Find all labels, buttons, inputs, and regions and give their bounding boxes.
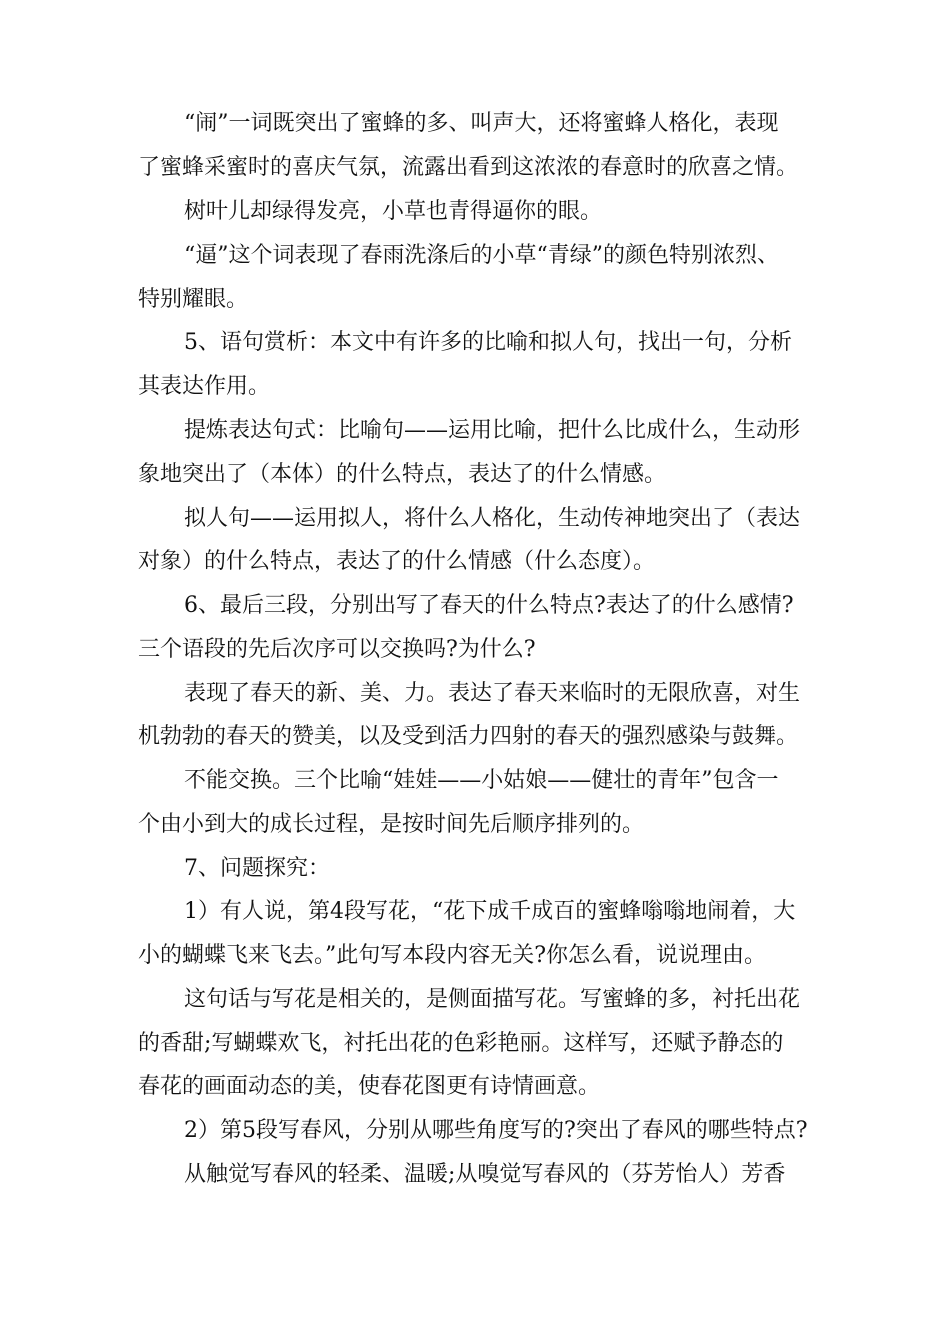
text-line: 6、最后三段，分别出写了春天的什么特点?表达了的什么感情? <box>184 593 794 618</box>
text-line: 特别耀眼。 <box>138 287 249 312</box>
text-line: 1）有人说，第4段写花，“花下成千成百的蜜蜂嗡嗡地闹着，大 <box>184 899 796 924</box>
text-line: 其表达作用。 <box>138 374 271 399</box>
text-line: 个由小到大的成长过程，是按时间先后顺序排列的。 <box>138 812 645 837</box>
text-line: 2）第5段写春风，分别从哪些角度写的?突出了春风的哪些特点? <box>184 1118 808 1143</box>
text-line: 春花的画面动态的美，使春花图更有诗情画意。 <box>138 1074 601 1099</box>
text-line: 不能交换。三个比喻“娃娃——小姑娘——健壮的青年”包含一 <box>184 768 779 793</box>
text-line: 对象）的什么特点，表达了的什么情感（什么态度）。 <box>138 549 656 574</box>
text-line: 小的蝴蝶飞来飞去。”此句写本段内容无关?你怎么看，说说理由。 <box>138 943 767 968</box>
text-line: 象地突出了（本体）的什么特点，表达了的什么情感。 <box>138 462 667 487</box>
text-line: 树叶儿却绿得发亮，小草也青得逼你的眼。 <box>184 199 603 224</box>
text-line: 这句话与写花是相关的，是侧面描写花。写蜜蜂的多，衬托出花 <box>184 987 801 1012</box>
text-line: 机勃勃的春天的赞美，以及受到活力四射的春天的强烈感染与鼓舞。 <box>138 724 799 749</box>
text-line: 三个语段的先后次序可以交换吗?为什么? <box>138 637 536 662</box>
text-line: 从触觉写春风的轻柔、温暖;从嗅觉写春风的（芬芳怡人）芳香 <box>184 1162 786 1187</box>
text-line: 了蜜蜂采蜜时的喜庆气氛，流露出看到这浓浓的春意时的欣喜之情。 <box>138 155 799 180</box>
text-line: “逼”这个词表现了春雨洗涤后的小草“青绿”的颜色特别浓烈、 <box>184 243 779 268</box>
text-line: 拟人句——运用拟人，将什么人格化，生动传神地突出了（表达 <box>184 506 801 531</box>
text-line: 表现了春天的新、美、力。表达了春天来临时的无限欣喜，对生 <box>184 681 801 706</box>
text-line: “闹”一词既突出了蜜蜂的多、叫声大，还将蜜蜂人格化，表现 <box>184 111 779 136</box>
text-line: 的香甜;写蝴蝶欢飞，衬托出花的色彩艳丽。这样写，还赋予静态的 <box>138 1031 784 1056</box>
text-line: 7、问题探究： <box>184 856 330 881</box>
text-line: 5、语句赏析：本文中有许多的比喻和拟人句，找出一句，分析 <box>184 330 792 355</box>
text-line: 提炼表达句式：比喻句——运用比喻，把什么比成什么，生动形 <box>184 418 801 443</box>
